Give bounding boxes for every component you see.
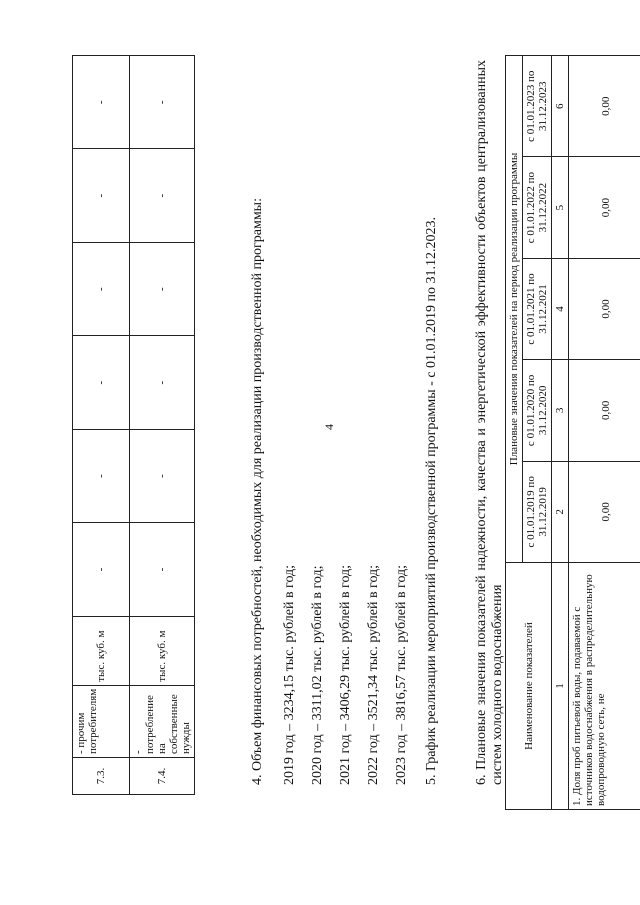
table-row (73, 56, 130, 795)
period-header: с 01.01.2020 по 31.12.2020 (523, 360, 552, 461)
finance-line: 2022 год – 3521,34 тыс. рублей в год; (366, 564, 381, 785)
table-cell: - (73, 336, 130, 429)
table-cell: - (73, 523, 130, 616)
finance-line: 2019 год – 3234,15 тыс. рублей в год; (282, 564, 297, 785)
row-label: - потребление на собственные нужды (130, 685, 195, 757)
table-cell: - (130, 336, 195, 429)
consumption-table (72, 55, 195, 795)
row-unit: тыс. куб. м (130, 616, 195, 685)
indicators-table (505, 55, 640, 810)
table-cell: - (130, 523, 195, 616)
table-cell: 3 (552, 360, 569, 461)
table-cell: 0,00 (569, 157, 640, 258)
table-row (130, 56, 195, 795)
table-cell: - (73, 56, 130, 149)
table-cell: 0,00 (569, 360, 640, 461)
section-5-text: 5. График реализации мероприятий производственной программы - с 01.01.2019 по 31.12.2023. (424, 216, 439, 785)
table-cell: - (130, 242, 195, 335)
column-header-name: Наименование показателей (506, 563, 552, 810)
finance-line: 2021 год – 3406,29 тыс. рублей в год; (338, 564, 353, 785)
group-header: Плановые значения показателей на период реализации программы (506, 56, 523, 563)
table-cell: - (73, 242, 130, 335)
table-cell: - (130, 429, 195, 522)
table-cell: 0,00 (569, 461, 640, 562)
table-cell: 4 (552, 258, 569, 359)
table-row (569, 56, 640, 810)
row-unit: тыс. куб. м (73, 616, 130, 685)
finance-line: 2023 год – 3816,57 тыс. рублей в год; (394, 564, 409, 785)
table-cell: 2 (552, 461, 569, 562)
table-cell: - (73, 149, 130, 242)
finance-line: 2020 год – 3311,02 тыс. рублей в год; (310, 565, 325, 785)
row-number: 7.3. (73, 758, 130, 795)
rotated-content (60, 55, 620, 875)
section-4-heading: 4. Объем финансовых потребностей, необходимых для реализации производственной программы: (250, 198, 265, 785)
period-header: с 01.01.2022 по 31.12.2022 (523, 157, 552, 258)
table-cell: - (73, 429, 130, 522)
row-label: - прочим потребителям (73, 685, 130, 757)
table-header-row (506, 56, 523, 810)
period-header: с 01.01.2019 по 31.12.2019 (523, 461, 552, 562)
table-cell: - (130, 56, 195, 149)
period-header: с 01.01.2021 по 31.12.2021 (523, 258, 552, 359)
row-label: 1. Доля проб питьевой воды, подаваемой с источников водоснабжения в распределительную водопроводную сеть, не (569, 563, 640, 810)
table-cell: 1 (552, 563, 569, 810)
table-cell: - (130, 149, 195, 242)
table-cell: 5 (552, 157, 569, 258)
table-row (552, 56, 569, 810)
section-6-text: 6. Плановые значения показателей надежности, качества и энергетической эффективности объектов централизованных систем холодного водоснабжения (474, 60, 505, 785)
table-cell: 6 (552, 56, 569, 157)
period-header: с 01.01.2023 по 31.12.2023 (523, 56, 552, 157)
page-number: 4 (322, 424, 336, 430)
table-cell: 0,00 (569, 258, 640, 359)
row-number: 7.4. (130, 758, 195, 795)
table-cell: 0,00 (569, 56, 640, 157)
